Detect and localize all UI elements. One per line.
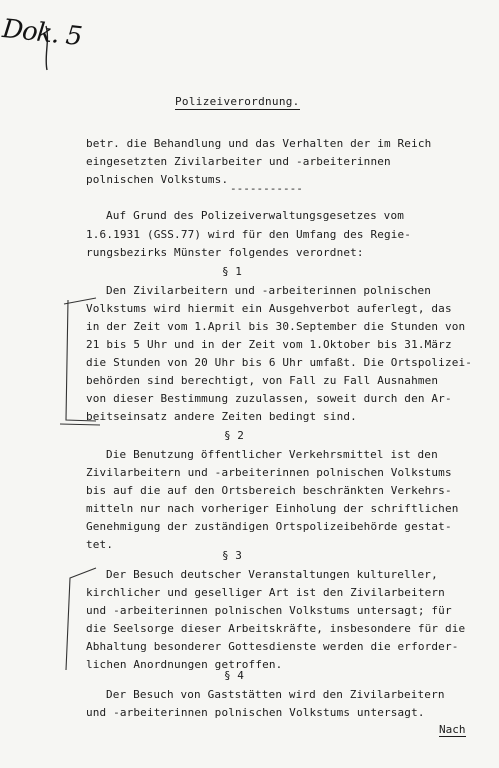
section-2-line: mitteln nur nach vorheriger Einholung der schriftlichen	[86, 502, 459, 515]
section-4-line: Der Besuch von Gaststätten wird den Zivilarbeitern	[106, 688, 445, 701]
section-2-line: tet.	[86, 538, 114, 551]
section-1-line: beitseinsatz andere Zeiten bedingt sind.	[86, 410, 357, 423]
bracket-section-3	[66, 568, 96, 670]
section-1-line: in der Zeit vom 1.April bis 30.September die Stunden von	[86, 320, 466, 333]
section-1-line: Den Zivilarbeitern und -arbeiterinnen polnischen	[106, 284, 432, 297]
intro-line: Auf Grund des Polizeiverwaltungsgesetzes vom	[106, 209, 404, 222]
section-2-line: Genehmigung der zuständigen Ortspolizeibehörde gestat-	[86, 520, 452, 533]
section-2-line: Zivilarbeitern und -arbeiterinnen polnischen Volkstums	[86, 466, 452, 479]
section-3-line: kirchlicher und geselliger Art ist den Zivilarbeitern	[86, 586, 445, 599]
section-2-line: Die Benutzung öffentlicher Verkehrsmittel ist den	[106, 448, 438, 461]
section-3-mark: § 3	[222, 549, 242, 562]
separator-line: -----------	[230, 182, 303, 195]
section-2-line: bis auf die auf den Ortsbereich beschränkten Verkehrs-	[86, 484, 452, 497]
bracket-section-1-tick	[60, 424, 100, 425]
section-1-line: von dieser Bestimmung zuzulassen, soweit durch den Ar-	[86, 392, 452, 405]
section-3-line: und -arbeiterinnen polnischen Volkstums untersagt; für	[86, 604, 452, 617]
section-1-line: behörden sind berechtigt, von Fall zu Fall Ausnahmen	[86, 374, 439, 387]
intro-line: rungsbezirks Münster folgendes verordnet:	[86, 246, 364, 259]
section-4-line: und -arbeiterinnen polnischen Volkstums untersagt.	[86, 706, 425, 719]
section-1-mark: § 1	[222, 265, 242, 278]
section-1-line: 21 bis 5 Uhr und in der Zeit vom 1.Oktober bis 31.März	[86, 338, 452, 351]
section-4-mark: § 4	[224, 669, 244, 682]
subject-line: eingesetzten Zivilarbeiter und -arbeiterinnen	[86, 155, 391, 168]
section-3-line: Der Besuch deutscher Veranstaltungen kultureller,	[106, 568, 438, 581]
section-1-line: Volkstums wird hiermit ein Ausgehverbot auferlegt, das	[86, 302, 452, 315]
section-3-line: die Seelsorge dieser Arbeitskräfte, insbesondere für die	[86, 622, 466, 635]
subject-line: polnischen Volkstums.	[86, 173, 229, 186]
section-1-line: die Stunden von 20 Uhr bis 6 Uhr umfaßt. Die Ortspolizei-	[86, 356, 473, 369]
section-3-line: Abhaltung besonderer Gottesdienste werden die erforder-	[86, 640, 459, 653]
document-title: Polizeiverordnung.	[175, 95, 300, 108]
intro-line: 1.6.1931 (GSS.77) wird für den Umfang des Regie-	[86, 228, 412, 241]
section-3-line: lichen Anordnungen getroffen.	[86, 658, 283, 671]
handwritten-note: Dok. 5	[0, 14, 83, 53]
subject-line: betr. die Behandlung und das Verhalten der im Reich	[86, 137, 432, 150]
continuation-word: Nach	[439, 723, 466, 736]
section-2-mark: § 2	[224, 429, 244, 442]
